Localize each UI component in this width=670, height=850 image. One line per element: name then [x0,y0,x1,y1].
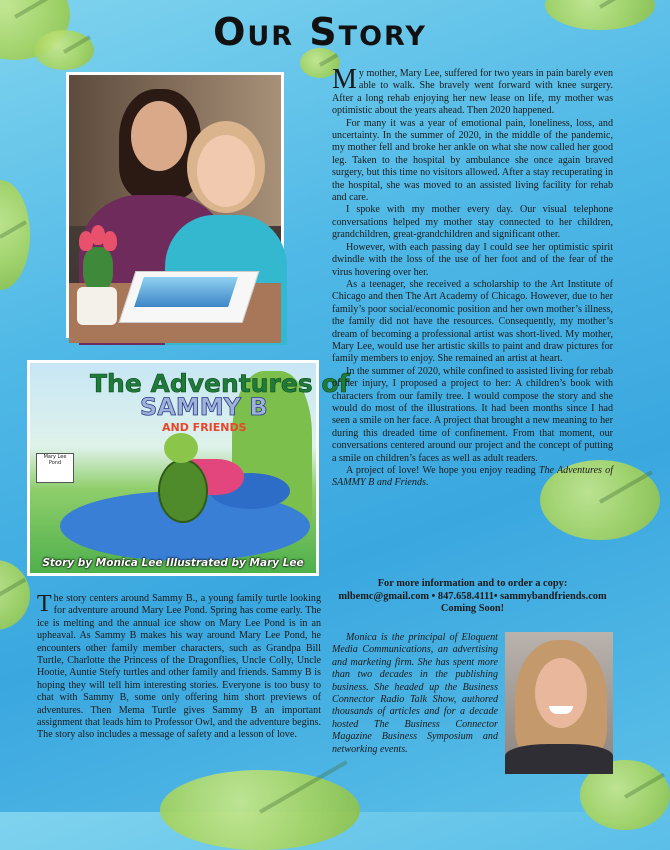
author-bio-text: Monica is the principal of Eloquent Media Communications, an advertising and marketing firm. She has spent more than two decades in the publishing business. She headed up the Business Connector Radio Talk Show, authored thousands of articles and for a decade hosted The Business Connector Magazine Business Symposium and networking events. [332,632,498,755]
lily-pad-left-middle [0,180,30,290]
author-portrait [505,632,613,767]
contact-details: mlbemc@gmail.com • 847.658.4111• sammybandfriends.com [338,590,607,602]
pond-sign: Mary Lee Pond [36,453,74,483]
page-title: Our Story [213,10,427,54]
story-paragraph-7: A project of love! We hope you enjoy reading The Adventures of SAMMY B and Friends. [332,465,613,489]
drop-cap: M [332,64,357,95]
story-paragraph-1: My mother, Mary Lee, suffered for two years in pain barely even able to walk. She bravely went forward with knee surgery. After a long rehab enjoying her new lease on life, my mother was optimistic about the years ahead. Then 2020 happened. [332,64,613,117]
book-title-italic: The Adventures of SAMMY B and Friends [332,465,613,489]
cover-credit: Story by Monica Lee Illustrated by Mary Lee [42,557,304,569]
contact-info [332,578,613,616]
cover-title-line3: AND FRIENDS [162,421,247,434]
story-paragraph-4: However, with each passing day I could see her optimistic spirit dwindle with the loss of the use of her foot and of the fear of the virus hovering over her. [332,241,613,278]
story-column [332,64,613,490]
story-paragraph-5: As a teenager, she received a scholarship to the Art Institute of Chicago and then The Art Academy of Chicago. However, due to her family’s poor social/economic position and her own mother’s illness, the family did not have the resources. Consequently, my mother’s dream of becoming a professional artist was short-lived. My mother, Mary Lee, would use her artistic skills to paint and draw pictures for family members to enjoy. She remained an artist at heart. [332,278,613,365]
author-bio [332,632,498,756]
lily-pad-bottom [160,770,360,850]
cover-title-line1: The Adventures of [90,369,350,398]
lily-pad-left-low [0,560,30,630]
story-paragraph-3: I spoke with my mother every day. Our visual telephone conversations helped my mother stay connected to her children, grandchildren, great-grandchildren and significant other. [332,204,613,241]
story-paragraph-6: In the summer of 2020, while confined to assisted living for rebab of her injury, I proposed a project to her: A children’s book with characters from our family tree. I would compose the story and she would do most of the illustrations. It had been months since I had seen a smile on her face. A project that brought a new meaning to her during this dreaded time of confinement. From that moment, our conversations centered around our project and the concept of putting a smile on children’s faces as well as adult readers. [332,365,613,464]
coming-soon: Coming Soon! [440,603,505,615]
summary-paragraph: The story centers around Sammy B., a young family turtle looking for adventure around Mary Lee Pond. Spring has come early. The ice is melting and the annual ice show on Mary Lee Pond is in an upheaval. As Sammy B makes his way around Mary Lee Pond, he encounters other family member characters, such as Grandpa Bill Turtle, Charlotte the Princess of the Dragonflies, Uncle Colly, Uncle Hootie, Auntie Stefy turtles and other family and friends. Sammy B is hoping they will tell him interesting stories. Everyone is too busy to chat with Sammy B, some only offering him short previews of adventures. Then Mema Turtle gives Sammy B an important assignment that leads him to Professor Owl, and the adventure begins. The story also includes a message of safety and a lesson of love. [37,591,321,741]
book-cover-image [27,360,350,576]
book-summary-column [37,593,321,742]
cover-title-line2: SAMMY B [140,393,268,421]
drop-cap-summary: T [37,591,52,617]
contact-heading: For more information and to order a copy: [377,578,568,589]
story-paragraph-2: For many it was a year of emotional pain, loneliness, loss, and uncertainty. In the summer of 2020, in the middle of the pandemic, my mother fell and broke her ankle on what she now called her good leg. Taken to the hospital by ambulance she once again braved surgery, but this time no visitors allowed. After a stay recuperating in the hospital, she was moved to an assisted living facility for rehab and care. [332,117,613,204]
mother-daughter-photo [66,72,284,338]
